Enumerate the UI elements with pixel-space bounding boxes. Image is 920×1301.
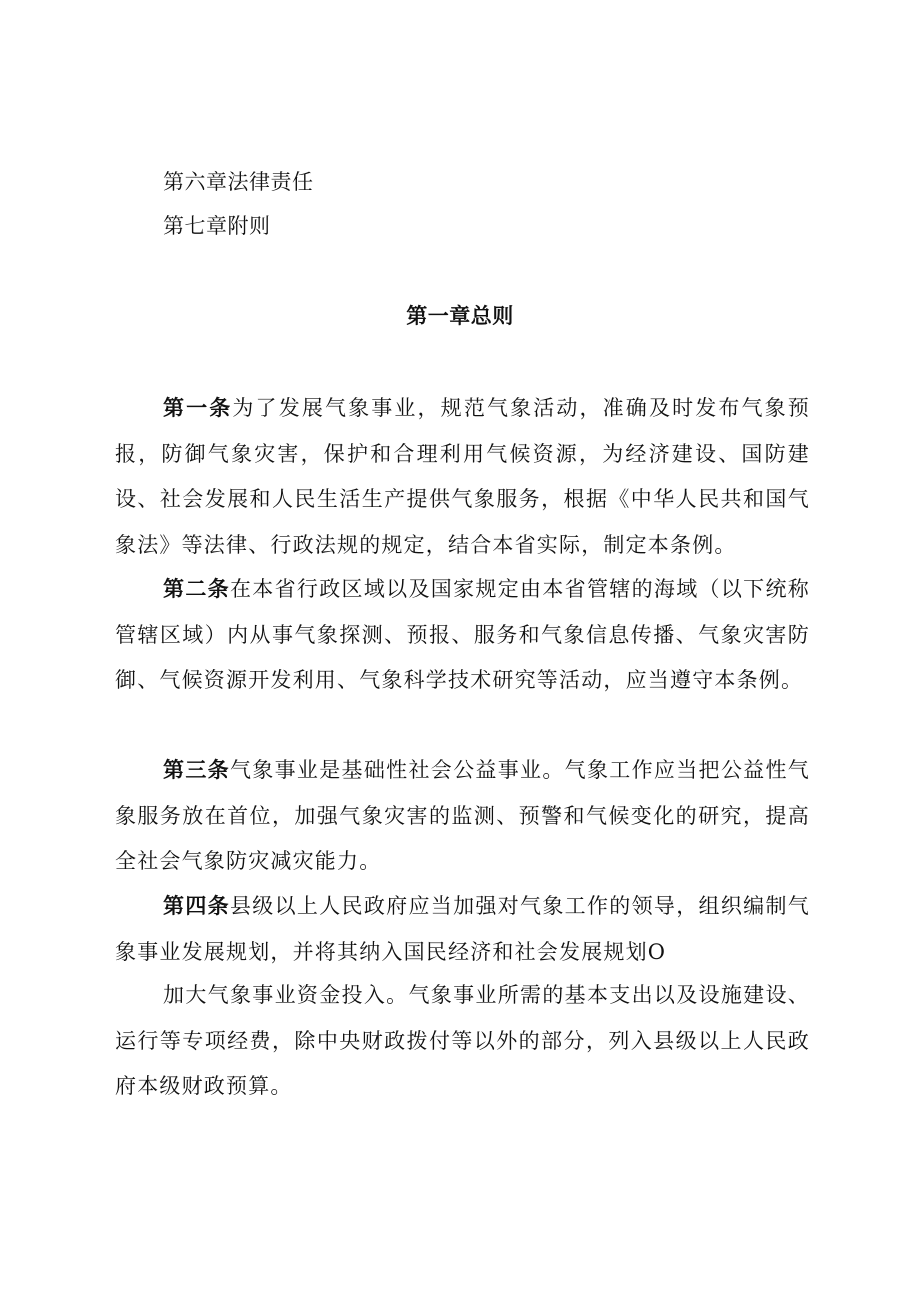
article-text-2: 在本省行政区域以及国家规定由本省管辖的海域（以下统称管辖区域）内从事气象探测、预报、服务和气象信息传播、气象灾害防御、气候资源开发利用、气象科学技术研究等活动，应当遵守本条例。: [115, 577, 810, 692]
toc-chapter-6: 第六章法律责任: [163, 170, 314, 194]
article-paragraph-1: [115, 385, 810, 568]
toc-chapter-7: 第七章附则: [163, 214, 271, 238]
continuation-paragraph: 加大气象事业资金投入。气象事业所需的基本支出以及设施建设、运行等专项经费，除中央财政拨付等以外的部分，列入县级以上人民政府本级财政预算。: [115, 983, 810, 1098]
article-text-3: 气象事业是基础性社会公益事业。气象工作应当把公益性气象服务放在首位，加强气象灾害的监测、预警和气候变化的研究，提高全社会气象防灾减灾能力。: [115, 758, 810, 873]
article-label-2: 第二条: [163, 576, 230, 601]
article-paragraph-2: [115, 566, 810, 704]
article-label-1: 第一条: [163, 395, 233, 420]
article-text-1: 为了发展气象事业，规范气象活动，准确及时发布气象预报，防御气象灾害，保护和合理利用气候资源，为经济建设、国防建设、社会发展和人民生活生产提供气象服务，根据《中华人民共和国气象法》等法律、行政法规的规定，结合本省实际，制定本条例。: [115, 396, 810, 557]
article-text-4: 县级以上人民政府应当加强对气象工作的领导，组织编制气象事业发展规划，并将其纳入国民经济和社会发展规划O: [115, 894, 810, 964]
article-paragraph-3: [115, 747, 810, 885]
chapter-title: 第一章总则: [406, 303, 514, 328]
article-label-4: 第四条: [163, 893, 230, 918]
article-paragraph-4: [115, 883, 810, 975]
article-label-3: 第三条: [163, 757, 230, 782]
